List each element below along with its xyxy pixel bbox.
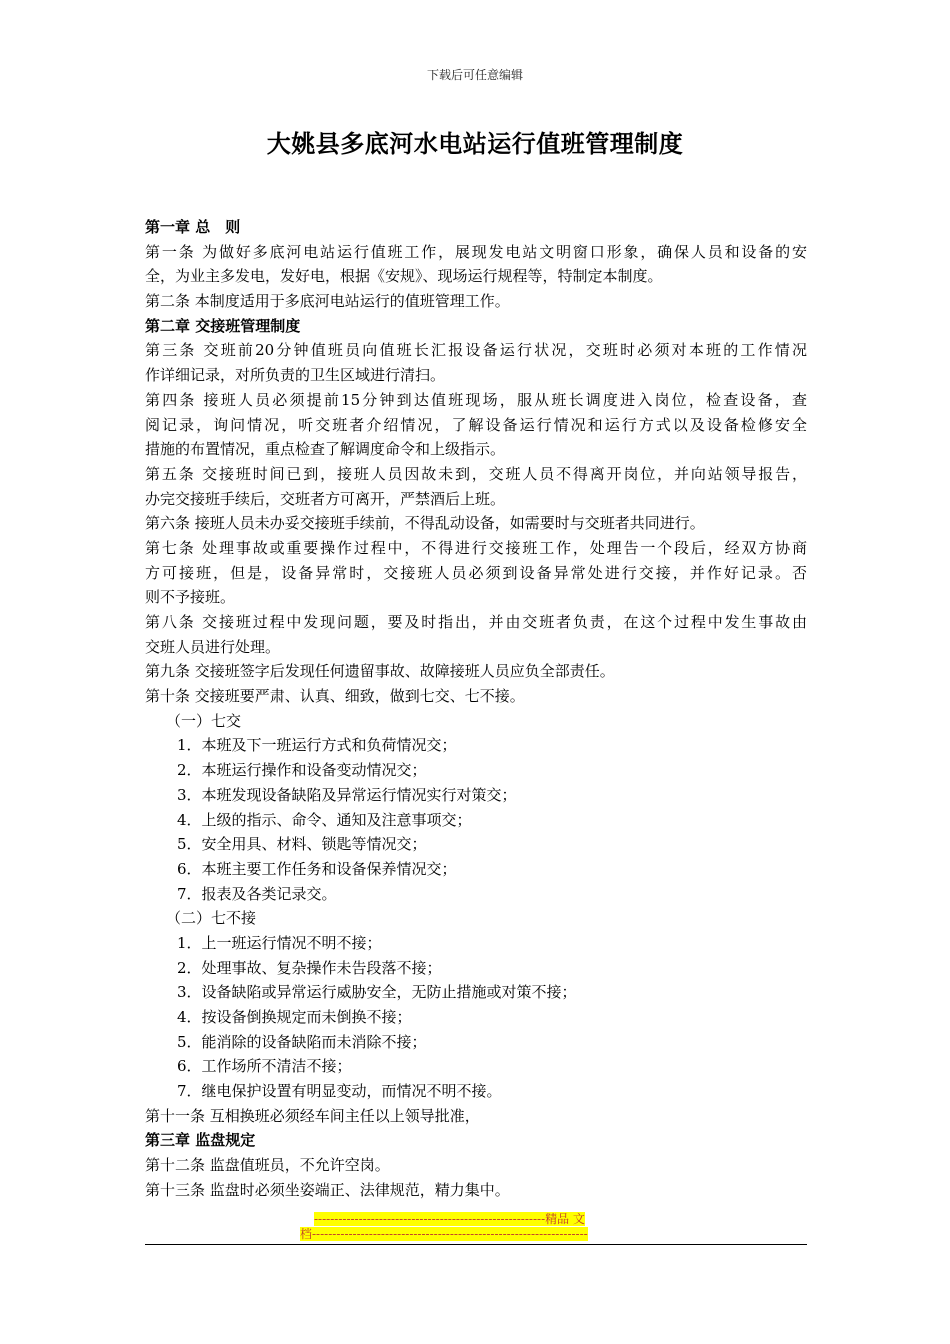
list-item: 4．上级的指示、命令、通知及注意事项交； bbox=[177, 810, 472, 829]
document-title: 大姚县多底河水电站运行值班管理制度 bbox=[266, 130, 684, 158]
paragraph-line: 第五条 交接班时间已到，接班人员因故未到，交班人员不得离开岗位，并向站领导报告， bbox=[145, 464, 807, 483]
paragraph-line: 第一条 为做好多底河电站运行值班工作，展现发电站文明窗口形象，确保人员和设备的安 bbox=[145, 242, 807, 261]
paragraph-line: 第十三条 监盘时必须坐姿端正、法律规范，精力集中。 bbox=[145, 1180, 510, 1199]
chapter-heading: 第三章 监盘规定 bbox=[145, 1131, 256, 1150]
chapter-heading: 第一章 总 则 bbox=[145, 218, 241, 236]
footer-watermark bbox=[300, 1212, 650, 1242]
paragraph-line: 第六条 接班人员未办妥交接班手续前，不得乱动设备，如需要时与交班者共同进行。 bbox=[145, 514, 705, 533]
list-item: 6．本班主要工作任务和设备保养情况交； bbox=[177, 859, 457, 878]
paragraph-line: 办完交接班手续后，交班者方可离开，严禁酒后上班。 bbox=[145, 489, 506, 508]
footer-rule bbox=[145, 1244, 807, 1245]
paragraph-line: 阅记录，询问情况，听交班者介绍情况，了解设备运行情况和运行方式以及设备检修安全 bbox=[145, 415, 807, 434]
list-item: 2．处理事故、复杂操作未告段落不接； bbox=[177, 958, 442, 977]
chapter-heading: 第二章 交接班管理制度 bbox=[145, 316, 301, 335]
list-heading: （一）七交 bbox=[166, 711, 242, 730]
header-note: 下载后可任意编辑 bbox=[426, 68, 523, 82]
paragraph-line: 第十一条 互相换班必须经车间主任以上领导批准， bbox=[145, 1106, 480, 1125]
list-item: 6．工作场所不清洁不接； bbox=[177, 1057, 352, 1076]
document-body bbox=[145, 215, 807, 1203]
paragraph-line: 措施的布置情况，重点检查了解调度命令和上级指示。 bbox=[145, 440, 506, 459]
footer-line-1: ---------------------------------------------------------精品 文 bbox=[314, 1212, 585, 1226]
list-item: 3．设备缺陷或异常运行威胁安全，无防止措施或对策不接； bbox=[177, 983, 577, 1002]
list-item: 3．本班发现设备缺陷及异常运行情况实行对策交； bbox=[177, 785, 517, 804]
paragraph-line: 第九条 交接班签字后发现任何遗留事故、故障接班人员应负全部责任。 bbox=[145, 662, 615, 681]
paragraph-line: 第四条 接班人员必须提前15分钟到达值班现场，服从班长调度进入岗位，检查设备，查 bbox=[145, 390, 807, 409]
paragraph-line: 第八条 交接班过程中发现问题，要及时指出，并由交班者负责，在这个过程中发生事故由 bbox=[145, 613, 807, 631]
paragraph-line: 全，为业主多发电，发好电，根据《安规》、现场运行规程等，特制定本制度。 bbox=[145, 267, 663, 286]
paragraph-line: 交班人员进行处理。 bbox=[145, 637, 281, 656]
paragraph-line: 第七条 处理事故或重要操作过程中，不得进行交接班工作，处理告一个段后，经双方协商 bbox=[145, 538, 807, 557]
list-item: 7．报表及各类记录交。 bbox=[177, 884, 337, 903]
list-item: 1．上一班运行情况不明不接； bbox=[177, 933, 382, 952]
paragraph-line: 方可接班，但是，设备异常时，交接班人员必须到设备异常处进行交接，并作好记录。否 bbox=[145, 563, 807, 582]
paragraph-line: 第十条 交接班要严肃、认真、细致，做到七交、七不接。 bbox=[145, 687, 525, 706]
list-heading: （二）七不接 bbox=[166, 909, 257, 928]
list-item: 7．继电保护设置有明显变动，而情况不明不接。 bbox=[177, 1082, 502, 1101]
footer-line-2: 档-------------------------------------------------------------------- bbox=[300, 1227, 588, 1241]
list-item: 5．安全用具、材料、锁匙等情况交； bbox=[177, 835, 427, 854]
paragraph-line: 作详细记录，对所负责的卫生区域进行清扫。 bbox=[145, 366, 446, 385]
paragraph-line: 第十二条 监盘值班员，不允许空岗。 bbox=[145, 1156, 390, 1175]
list-item: 1．本班及下一班运行方式和负荷情况交； bbox=[177, 736, 457, 755]
list-item: 2．本班运行操作和设备变动情况交； bbox=[177, 761, 427, 780]
paragraph-line: 则不予接班。 bbox=[145, 588, 236, 607]
paragraph-line: 第二条 本制度适用于多底河电站运行的值班管理工作。 bbox=[145, 292, 510, 311]
list-item: 5．能消除的设备缺陷而未消除不接； bbox=[177, 1032, 427, 1051]
paragraph-line: 第三条 交班前20分钟值班员向值班长汇报设备运行状况，交班时必须对本班的工作情况 bbox=[145, 341, 807, 360]
list-item: 4．按设备倒换规定而未倒换不接； bbox=[177, 1008, 412, 1026]
